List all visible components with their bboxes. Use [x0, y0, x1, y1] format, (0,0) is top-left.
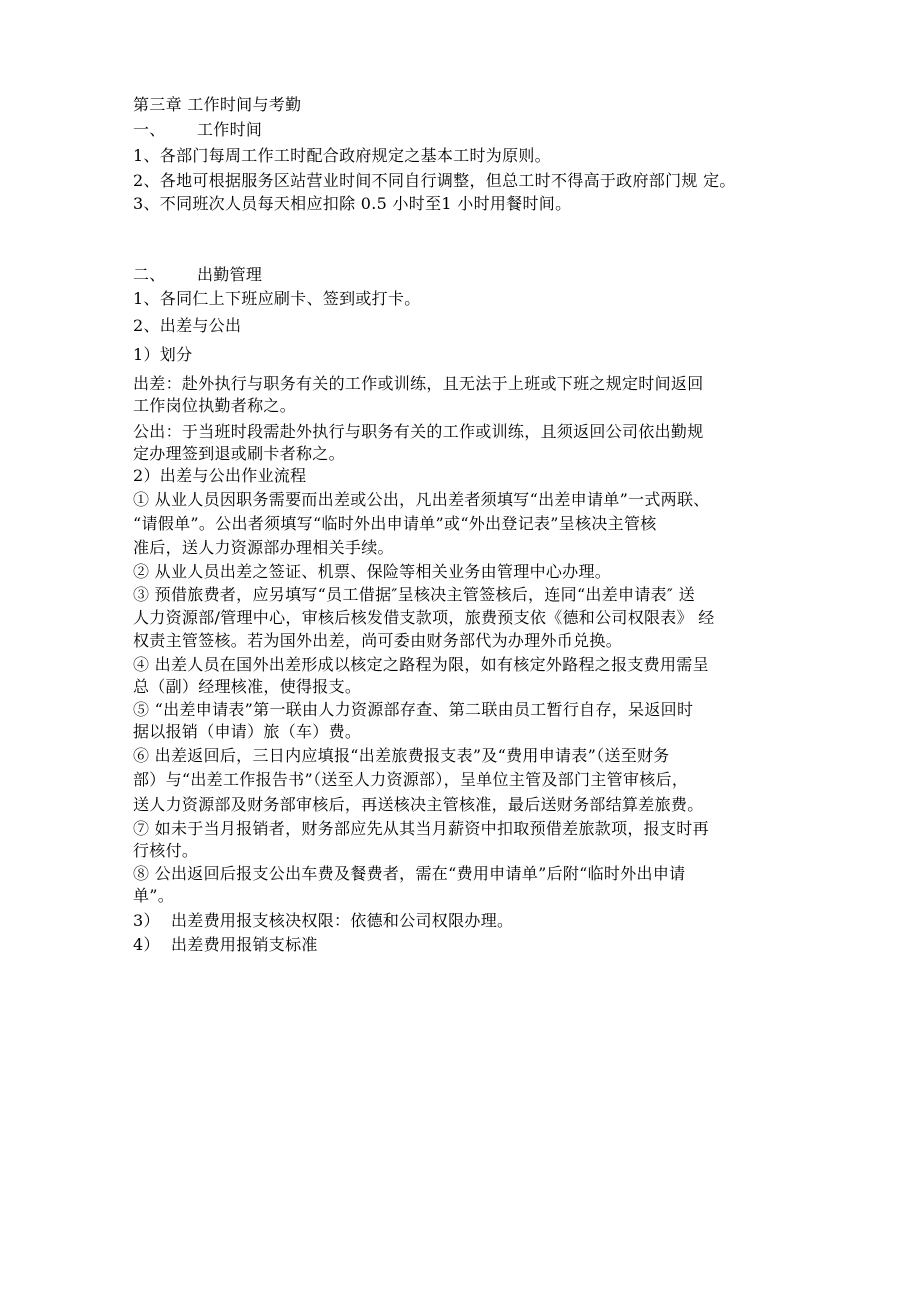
paragraph-line: 公出：于当班时段需赴外执行与职务有关的工作或训练，且须返回公司依出勤规 [133, 422, 704, 441]
subsection-title: 2）出差与公出作业流程 [133, 466, 307, 485]
paragraph-line: 出差：赴外执行与职务有关的工作或训练，且无法于上班或下班之规定时间返回 [133, 374, 704, 393]
chapter-title: 第三章 工作时间与考勤 [133, 95, 302, 114]
section-title: 出勤管理 [197, 265, 263, 284]
paragraph-line: 送人力资源部及财务部审核后，再送核决主管核准，最后送财务部结算差旅费。 [133, 795, 704, 814]
paragraph-line: 部）与“出差工作报告书”（送至人力资源部），呈单位主管及部门主管审核后， [133, 770, 689, 789]
paragraph-line: ③ 预借旅费者，应另填写“员工借据″呈核决主管签核后，连同“出差申请表″ 送 [133, 585, 695, 604]
paragraph-line: 行核付。 [133, 841, 199, 860]
paragraph-line: 准后，送人力资源部办理相关手续。 [133, 538, 394, 557]
paragraph-line: 权责主管签核。若为国外出差，尚可委由财务部代为办理外币兑换。 [133, 631, 623, 650]
subsection-title: 1）划分 [133, 345, 193, 364]
paragraph-line: ④ 出差人员在国外出差形成以核定之路程为限，如有核定外路程之报支费用需呈 [133, 655, 709, 674]
paragraph-line: 1、各部门每周工作工时配合政府规定之基本工时为原则。 [133, 146, 551, 165]
section-heading [133, 120, 262, 140]
paragraph-line: 2、各地可根据服务区站营业时间不同自行调整，但总工时不得高于政府部门规 定。 [133, 171, 736, 190]
paragraph-line: 总（副）经理核准，使得报支。 [133, 677, 362, 696]
paragraph-line: ② 从业人员出差之签证、机票、保险等相关业务由管理中心办理。 [133, 562, 612, 581]
paragraph-line: 人力资源部/管理中心，审核后核发借支款项，旅费预支依《德和公司权限表》 经 [133, 608, 715, 627]
paragraph-line: 1、各同仁上下班应刷卡、签到或打卡。 [133, 289, 421, 308]
paragraph-line: 2、出差与公出 [133, 316, 242, 335]
subsection-text: 出差费用报支核决权限：依德和公司权限办理。 [171, 911, 514, 930]
section-heading [133, 265, 262, 285]
section-number: 一、 [133, 120, 166, 139]
paragraph-line: 定办理签到退或刷卡者称之。 [133, 444, 345, 463]
paragraph-line: “请假单”。公出者须填写“临时外出申请单”或“外出登记表”呈核决主管核 [133, 514, 657, 533]
subsection-text: 出差费用报销支标准 [171, 935, 318, 954]
subsection-line [133, 935, 318, 955]
subsection-line [133, 911, 513, 931]
paragraph-line: 据以报销（申请）旅（车）费。 [133, 722, 362, 741]
paragraph-line: ⑦ 如未于当月报销者，财务部应先从其当月薪资中扣取预借差旅款项，报支时再 [133, 819, 709, 838]
subsection-number: 4） [133, 935, 160, 954]
paragraph-line: ① 从业人员因职务需要而出差或公出，凡出差者须填写“出差申请单”一式两联、 [133, 490, 710, 509]
paragraph-line: ⑧ 公出返回后报支公出车费及餐费者，需在“费用申请单”后附“临时外出申请 [133, 864, 686, 883]
section-number: 二、 [133, 265, 166, 284]
subsection-number: 3） [133, 911, 160, 930]
paragraph-line: 3、不同班次人员每天相应扣除 0.5 小时至1 小时用餐时间。 [133, 194, 572, 213]
section-title: 工作时间 [197, 120, 263, 139]
paragraph-line: ⑥ 出差返回后，三日内应填报“出差旅费报支表”及“费用申请表”（送至财务 [133, 746, 670, 765]
paragraph-line: ⑤ “出差申请表”第一联由人力资源部存查、第二联由员工暂行自存，呆返回时 [133, 700, 694, 719]
paragraph-line: 工作岗位执勤者称之。 [133, 396, 297, 415]
paragraph-line: 单”。 [133, 886, 175, 905]
